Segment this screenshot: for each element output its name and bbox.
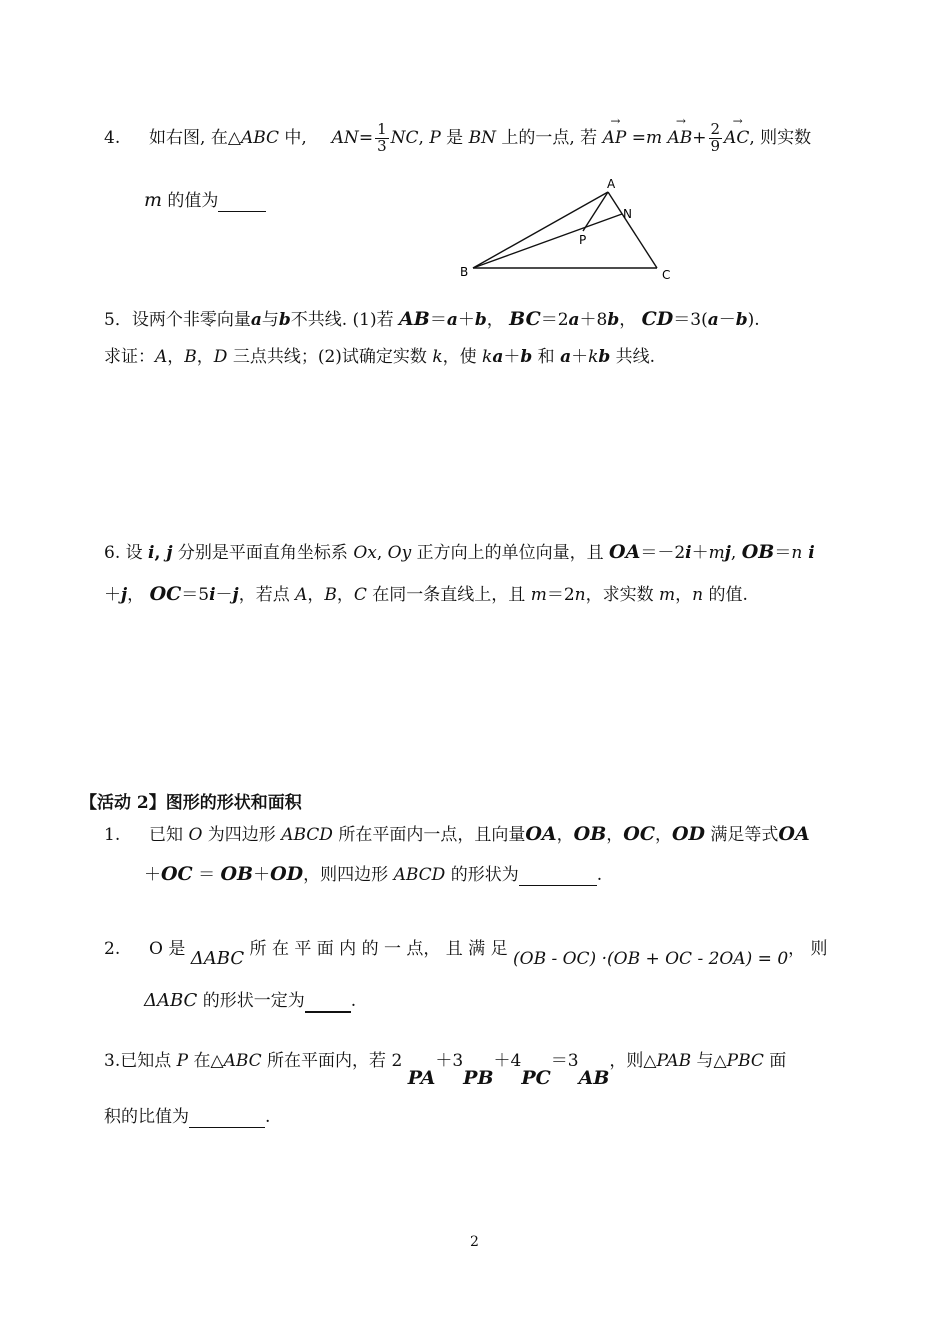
vector-bc: BC (509, 308, 541, 330)
q4-line1: 4. 如右图, 在△ABC 中, AN= $\frac{1}{3}$ NC, P 是 BN 上的一点, 若 → AP =m → AB+ $\frac{2}{9}$ → AC, 则实数 (104, 122, 811, 155)
condition-expression: (OB - OC) ·(OB + OC - 2OA) = 0 (513, 949, 789, 969)
vector-ap: → AP (603, 128, 627, 148)
a2-q2-line2: ΔABC 的形状一定为 . (144, 990, 357, 1011)
label-a: A (607, 177, 616, 191)
q5-line1: 5．设两个非零向量a与b不共线. (1)若 AB＝a＋b， BC＝2a＋8b， CD＝3(a－b). (104, 308, 760, 330)
vector-oa: OA (525, 823, 557, 845)
vector-oa: OA (778, 823, 810, 845)
vector-ab: AB (399, 308, 430, 330)
vector-ob: OB (741, 541, 775, 563)
fraction-two-ninths: $\frac{2}{9}$ (710, 120, 721, 155)
page-number: 2 (470, 1234, 479, 1250)
vector-ob: OB (573, 823, 607, 845)
label-p: P (579, 233, 587, 247)
a2-q3-line2: 积的比值为 . (104, 1107, 271, 1127)
vector-oa: OA (609, 541, 641, 563)
a2-q2-line1: 2. O 是 ΔABC 所 在 平 面 内 的 一 点， 且 满 足 (OB - OC) ·(OB + OC - 2OA) = 0， 则 (104, 939, 828, 969)
answer-blank (189, 1107, 265, 1128)
vector-ob: OB (220, 863, 254, 885)
vector-oc: OC (623, 823, 655, 845)
section-heading: 【活动 2】图形的形状和面积 (80, 793, 302, 813)
vector-oc: OC (161, 863, 193, 885)
q4-number: 4. (104, 127, 121, 148)
vector-oc: OC (149, 583, 182, 605)
answer-blank (305, 991, 351, 1013)
q6-line1: 6. 设 i, j 分别是平面直角坐标系 Ox, Oy 正方向上的单位向量，且 OA＝－2i＋mj, OB＝n i (104, 541, 815, 563)
label-c: C (662, 268, 671, 282)
q6-line2: ＋j， OC＝5i－j，若点 A，B，C 在同一条直线上，且 m＝2n，求实数 m，n 的值. (104, 583, 748, 605)
vector-pa: PA (407, 1067, 436, 1089)
vector-ab: AB (578, 1067, 610, 1089)
a2-q3-line1: 3.已知点 P 在△ABC 所在平面内，若 2 PA＋3PB＋4PC＝3AB，则△PAB 与△PBC 面 (104, 1051, 787, 1089)
a2-q1-line2: ＋OC ＝ OB＋OD，则四边形 ABCD 的形状为 . (144, 863, 603, 885)
q5-line2: 求证：A，B，D 三点共线；(2)试确定实数 k，使 ka＋b 和 a＋kb 共线. (104, 347, 656, 367)
label-n: N (623, 207, 632, 221)
vector-od: OD (671, 823, 705, 845)
answer-blank (519, 865, 597, 886)
vector-pb: PB (463, 1067, 494, 1089)
vector-ac: → AC (724, 128, 749, 148)
q4-line2: m 的值为 (144, 186, 266, 212)
answer-blank (218, 191, 266, 212)
vector-cd: CD (641, 308, 674, 330)
a2-q1-line1: 1. 已知 O 为四边形 ABCD 所在平面内一点，且向量OA，OB，OC，OD 满足等式OA (104, 823, 810, 845)
vector-pc: PC (521, 1067, 551, 1089)
vector-ab: → AB (667, 128, 692, 148)
label-b: B (460, 265, 469, 279)
triangle-figure (455, 172, 685, 284)
fraction-one-third: $\frac{1}{3}$ (377, 120, 387, 155)
vector-od: OD (270, 863, 304, 885)
